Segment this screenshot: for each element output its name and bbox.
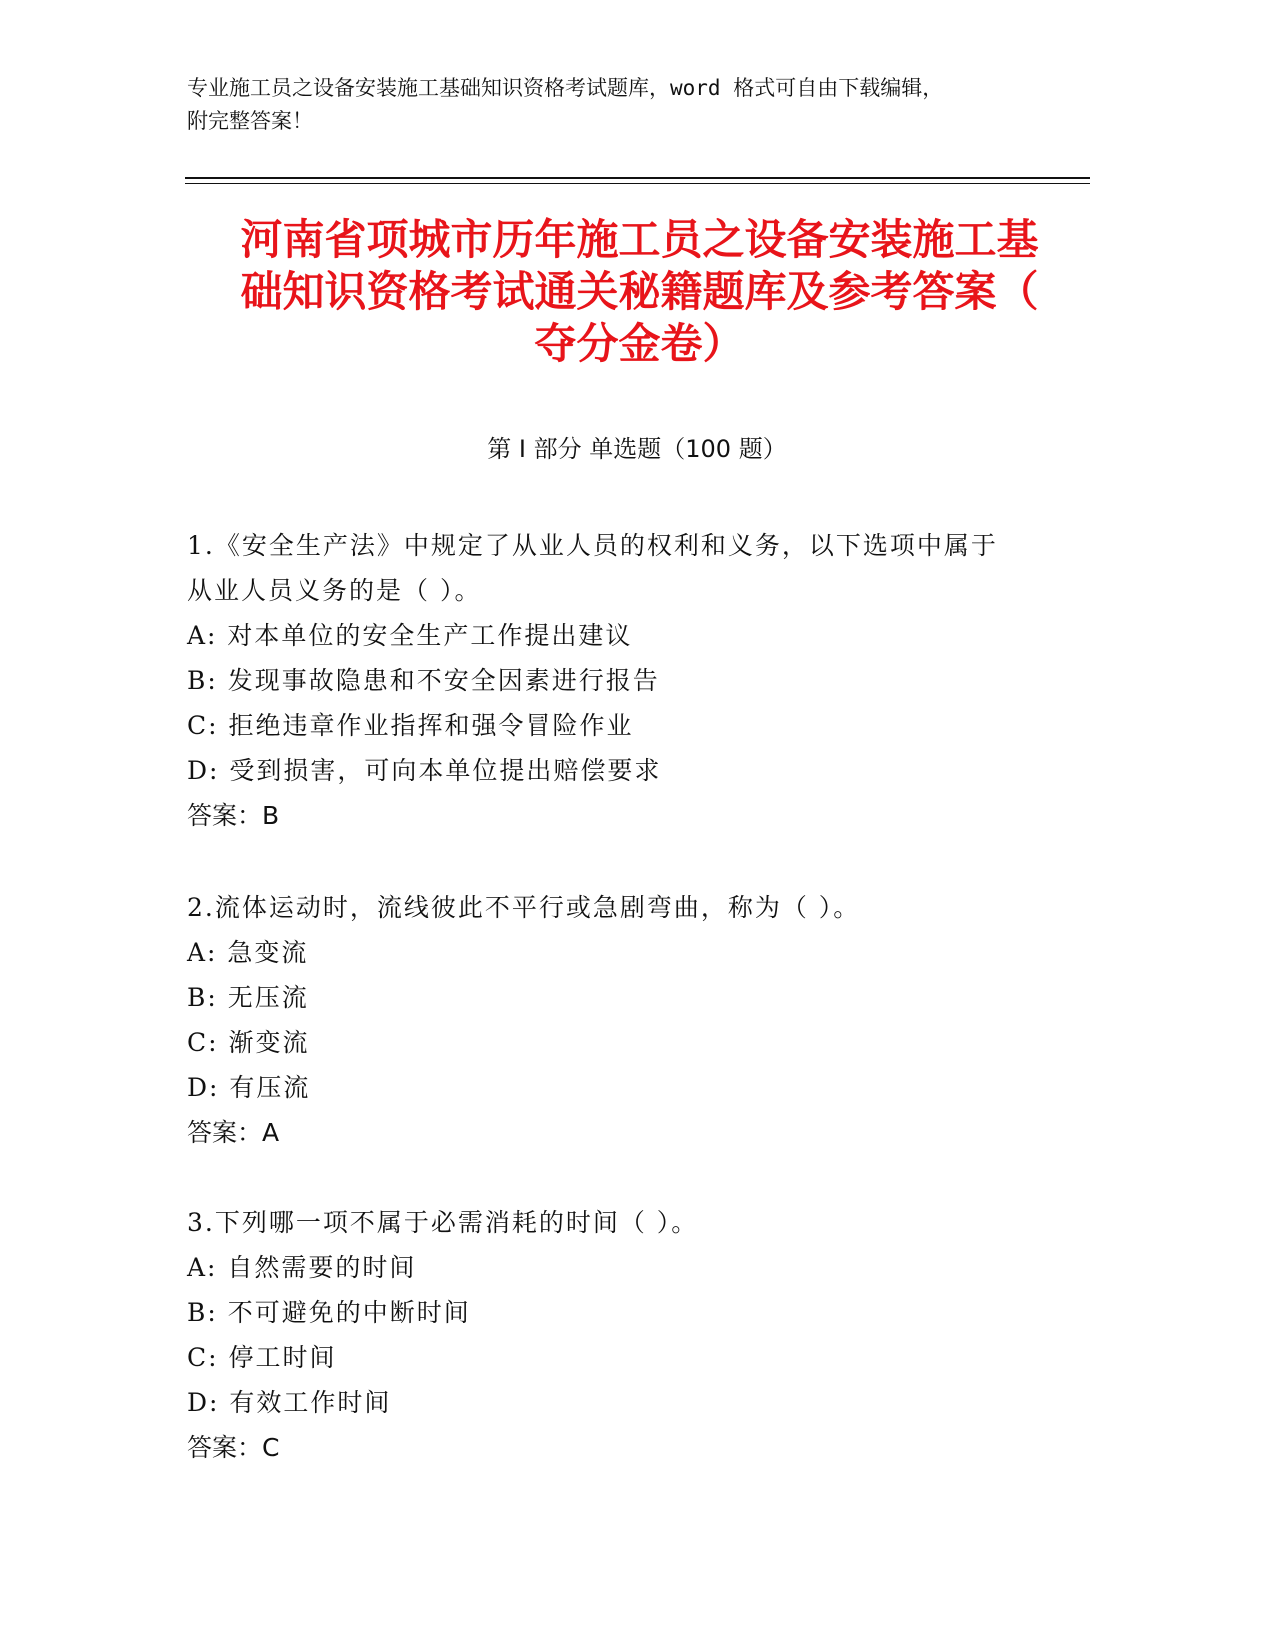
option-d: D: 受到损害，可向本单位提出赔偿要求 <box>187 756 662 785</box>
title-line-3: 夺分金卷） <box>534 319 745 368</box>
option-a: A: 急变流 <box>187 938 309 967</box>
answer: 答案：C <box>187 1433 280 1462</box>
question-stem-line-1: 2.流体运动时，流线彼此不平行或急剧弯曲，称为（ ）。 <box>187 893 861 922</box>
option-a: A: 对本单位的安全生产工作提出建议 <box>187 621 633 650</box>
question-1 <box>187 523 1087 838</box>
answer: 答案：B <box>187 801 280 830</box>
title-line-2: 础知识资格考试通关秘籍题库及参考答案（ <box>240 267 1039 316</box>
section-heading: 第 I 部分 单选题（100 题） <box>487 435 787 463</box>
option-c: C: 渐变流 <box>187 1028 310 1057</box>
answer: 答案：A <box>187 1118 280 1147</box>
question-2 <box>187 885 1087 1155</box>
question-stem-line-1: 1.《安全生产法》中规定了从业人员的权利和义务，以下选项中属于 <box>187 531 998 560</box>
header-rule-thick <box>185 177 1090 179</box>
option-b: B: 无压流 <box>187 983 309 1012</box>
option-d: D: 有效工作时间 <box>187 1388 392 1417</box>
header-note <box>187 72 1087 138</box>
header-note-line-1: 专业施工员之设备安装施工基础知识资格考试题库，word 格式可自由下载编辑， <box>187 76 944 100</box>
question-3 <box>187 1200 1087 1470</box>
option-a: A: 自然需要的时间 <box>187 1253 417 1282</box>
option-b: B: 发现事故隐患和不安全因素进行报告 <box>187 666 660 695</box>
option-c: C: 停工时间 <box>187 1343 337 1372</box>
option-d: D: 有压流 <box>187 1073 311 1102</box>
question-stem-line-1: 3.下列哪一项不属于必需消耗的时间（ ）。 <box>187 1208 699 1237</box>
question-stem-line-2: 从业人员义务的是（ ）。 <box>187 576 482 605</box>
option-b: B: 不可避免的中断时间 <box>187 1298 471 1327</box>
title-line-1: 河南省项城市历年施工员之设备安装施工基 <box>240 215 1039 264</box>
option-c: C: 拒绝违章作业指挥和强令冒险作业 <box>187 711 634 740</box>
header-rule-thin <box>185 183 1090 184</box>
header-note-line-2: 附完整答案！ <box>187 109 313 133</box>
document-title <box>187 214 1092 370</box>
